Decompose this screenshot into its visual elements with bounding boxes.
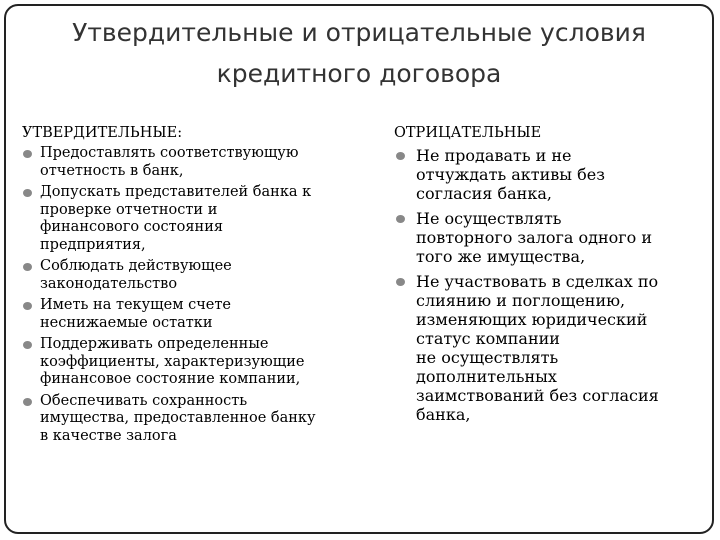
bullet-icon bbox=[23, 263, 32, 271]
list-item-line: Не продавать и не bbox=[416, 146, 572, 165]
list-item-line: финансовое состояние компании, bbox=[40, 371, 301, 387]
list-item-line: Предоставлять соответствующую bbox=[40, 145, 299, 161]
slide-title-line-2: кредитного договора bbox=[216, 59, 502, 88]
list-item-line: имущества, предоставленное банку bbox=[40, 410, 316, 426]
bullet-icon bbox=[23, 189, 32, 197]
bullet-icon bbox=[396, 278, 405, 286]
bullet-icon bbox=[23, 398, 32, 406]
list-item-line: Соблюдать действующее bbox=[40, 258, 232, 274]
negative-list bbox=[394, 146, 700, 424]
affirmative-condition bbox=[22, 393, 368, 446]
negative-condition bbox=[394, 146, 700, 203]
list-item-line: банка, bbox=[416, 405, 471, 424]
list-item-line: Не участвовать в сделках по bbox=[416, 272, 659, 291]
list-item-line: Поддерживать определенные bbox=[40, 336, 269, 352]
list-item-line: отчетность в банк, bbox=[40, 162, 184, 179]
list-item-line: повторного залога одного и bbox=[416, 228, 653, 247]
list-item-line: предприятия, bbox=[40, 236, 146, 253]
affirmative-condition bbox=[22, 184, 368, 254]
negative-heading: ОТРИЦАТЕЛЬНЫЕ bbox=[394, 125, 542, 141]
affirmative-column bbox=[22, 124, 368, 449]
bullet-icon bbox=[23, 302, 32, 310]
affirmative-heading: УТВЕРДИТЕЛЬНЫЕ: bbox=[22, 125, 183, 141]
negative-condition bbox=[394, 272, 700, 424]
list-item-line: Иметь на текущем счете bbox=[40, 297, 231, 313]
bullet-icon bbox=[23, 341, 32, 349]
list-item-line: согласия банка, bbox=[416, 184, 552, 203]
list-item-line: дополнительных bbox=[416, 367, 557, 386]
list-item-line: отчуждать активы без bbox=[416, 165, 605, 184]
list-item-line: того же имущества, bbox=[416, 247, 586, 266]
negative-column bbox=[394, 124, 700, 430]
list-item-line: заимствований без согласия bbox=[416, 386, 659, 405]
list-item-line: неснижаемые остатки bbox=[40, 314, 213, 331]
list-item-line: в качестве залога bbox=[40, 427, 177, 444]
list-item-line: не осуществлять bbox=[416, 348, 559, 367]
list-item-line: Обеспечивать сохранность bbox=[40, 392, 248, 409]
bullet-icon bbox=[396, 215, 405, 223]
slide-title-line-1: Утвердительные и отрицательные условия bbox=[72, 18, 646, 47]
negative-condition bbox=[394, 209, 700, 266]
list-item-line: законодательство bbox=[40, 275, 178, 292]
list-item-line: слиянию и поглощению, bbox=[416, 291, 626, 310]
list-item-line: изменяющих юридический bbox=[416, 310, 648, 329]
affirmative-condition bbox=[22, 258, 368, 293]
slide bbox=[4, 4, 714, 534]
list-item-line: проверке отчетности и bbox=[40, 201, 218, 218]
affirmative-condition bbox=[22, 336, 368, 389]
affirmative-condition bbox=[22, 297, 368, 332]
bullet-icon bbox=[396, 152, 405, 160]
list-item-line: коэффициенты, характеризующие bbox=[40, 353, 305, 370]
affirmative-condition bbox=[22, 145, 368, 180]
affirmative-list bbox=[22, 145, 368, 445]
list-item-line: статус компании bbox=[416, 329, 560, 348]
slide-title bbox=[36, 12, 682, 94]
list-item-line: Допускать представителей банка к bbox=[40, 184, 312, 200]
bullet-icon bbox=[23, 150, 32, 158]
list-item-line: Не осуществлять bbox=[416, 209, 562, 228]
list-item-line: финансового состояния bbox=[40, 219, 224, 235]
